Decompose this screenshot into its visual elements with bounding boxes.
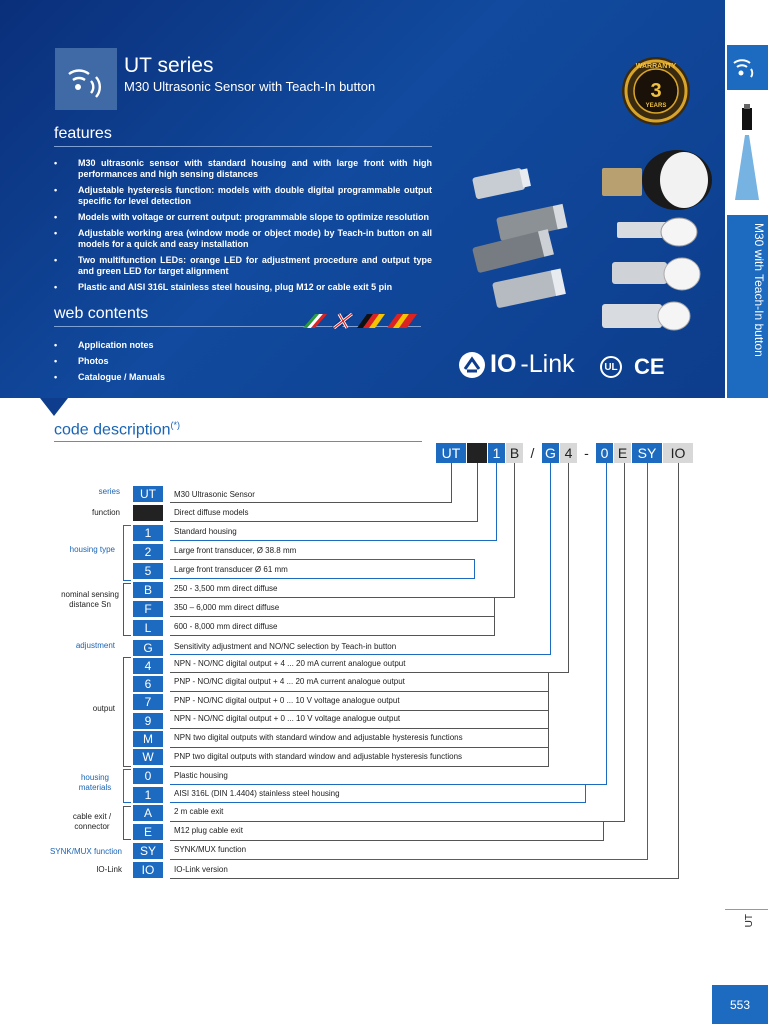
code-row-desc: SYNK/MUX function (174, 845, 247, 854)
language-flags-icon[interactable] (301, 310, 419, 330)
code-row-code: 6 (133, 676, 163, 692)
code-row-code: 1 (133, 525, 163, 541)
certifications (600, 354, 665, 380)
io-text: IO (490, 350, 517, 378)
code-part-housing-type: 1 (488, 443, 505, 463)
code-row-desc: IO-Link version (174, 865, 228, 874)
code-row-code: B (133, 582, 163, 598)
features-heading: features (54, 125, 112, 142)
code-row-desc: NPN two digital outputs with standard window and adjustable hysteresis functions (174, 733, 463, 742)
connector-line (170, 710, 548, 711)
code-description-heading (54, 420, 180, 439)
page-title: UT series (124, 54, 214, 77)
label-function: function (91, 508, 120, 517)
code-row-desc: M12 plug cable exit (174, 826, 243, 835)
series-logo (55, 48, 117, 110)
code-part-adjustment: G (542, 443, 559, 463)
code-row-desc: PNP - NO/NC digital output + 4 ... 20 mA current analogue output (174, 677, 405, 686)
group-bracket (123, 583, 131, 636)
link-text: -Link (520, 350, 575, 378)
code-row-code: 4 (133, 658, 163, 674)
connector-line (170, 784, 606, 785)
code-row-desc: Standard housing (174, 527, 237, 536)
connector-line (170, 840, 603, 841)
connector-line (585, 784, 586, 803)
connector-line (624, 463, 625, 822)
connector-line (474, 559, 475, 579)
label-iolink: IO-Link (96, 865, 122, 874)
label-cable: cable exit / connector (72, 812, 112, 831)
code-part-dash: - (584, 445, 589, 461)
code-part-slash: / (530, 445, 535, 461)
sensor-waves-icon (727, 45, 768, 90)
badge-years: YEARS (645, 103, 667, 109)
connector-line (170, 654, 550, 655)
connector-line (170, 540, 496, 541)
side-tab-label: UT (744, 914, 755, 928)
web-link-catalogue[interactable]: • Catalogue / Manuals (58, 372, 165, 383)
label-output: output (92, 704, 115, 713)
side-vertical-text: M30 with Teach-In button (752, 223, 766, 357)
code-row-desc: AISI 316L (DIN 1.4404) stainless steel housing (174, 789, 340, 798)
connector-line (170, 616, 494, 617)
code-row-code: L (133, 620, 163, 636)
badge-top-text: WARRANTY (635, 63, 677, 70)
code-row-code: M (133, 731, 163, 747)
label-housing-type: housing type (69, 545, 115, 554)
connector-line (606, 463, 607, 785)
side-vertical-tab (727, 215, 768, 398)
connector-line (170, 821, 624, 822)
code-row-code: F (133, 601, 163, 617)
connector-line (170, 521, 477, 522)
connector-line (170, 597, 514, 598)
side-icon-tab (727, 45, 768, 90)
code-part-series: UT (436, 443, 466, 463)
page-subtitle: M30 Ultrasonic Sensor with Teach-In button (124, 79, 376, 94)
sensor-beam-icon (727, 90, 768, 210)
code-row-desc: NPN - NO/NC digital output + 4 ... 20 mA current analogue output (174, 659, 406, 668)
code-part-iolink: IO (663, 443, 693, 463)
code-row-desc: Sensitivity adjustment and NO/NC selection by Teach-in button (174, 642, 397, 651)
code-row-desc: Large front transducer, Ø 38.8 mm (174, 546, 297, 555)
connector-line (647, 463, 648, 860)
badge-number: 3 (650, 80, 662, 102)
code-part-housing-material: 0 (596, 443, 613, 463)
code-heading-note: (*) (170, 420, 181, 430)
web-contents-list (58, 340, 165, 388)
code-row-desc: NPN - NO/NC digital output + 0 ... 10 V voltage analogue output (174, 714, 401, 723)
io-link-icon (458, 351, 486, 379)
product-photos (452, 138, 717, 348)
code-row-code: W (133, 749, 163, 765)
connector-line (170, 635, 494, 636)
connector-line (170, 728, 548, 729)
warranty-badge (620, 55, 692, 127)
feature-item: • Two multifunction LEDs: orange LED for adjustment procedure and output type and green LED for target alignment (58, 255, 432, 277)
connector-line (548, 672, 549, 767)
code-row-code: IO (133, 862, 163, 878)
feature-item: • M30 ultrasonic sensor with standard housing and with large front with high performances and high sensing distances (58, 158, 432, 180)
connector-line (170, 502, 451, 503)
label-adjustment: adjustment (75, 641, 115, 650)
label-nominal: nominal sensing distance Sn (61, 590, 119, 609)
code-part-synk: SY (632, 443, 662, 463)
features-list (58, 158, 432, 298)
side-product-thumb (727, 90, 768, 210)
connector-line (678, 463, 679, 879)
code-row-desc: Large front transducer Ø 61 mm (174, 565, 288, 574)
connector-line (603, 821, 604, 841)
io-link-logo (458, 350, 575, 379)
feature-item: • Plastic and AISI 316L stainless steel housing, plug M12 or cable exit 5 pin (58, 282, 432, 293)
code-row-code: UT (133, 486, 163, 502)
connector-line (170, 878, 678, 879)
code-row-desc: 2 m cable exit (174, 807, 224, 816)
feature-item: • Models with voltage or current output: programmable slope to optimize resolution (58, 212, 432, 223)
connector-line (550, 463, 551, 655)
code-row-desc: 350 – 6,000 mm direct diffuse (174, 603, 280, 612)
connector-line (170, 747, 548, 748)
web-contents-heading: web contents (54, 305, 149, 322)
page-number: 553 (712, 985, 768, 1024)
code-part-cable: E (614, 443, 631, 463)
group-bracket (123, 769, 131, 803)
side-tab-divider (725, 909, 768, 910)
label-series: series (98, 487, 120, 496)
code-row-desc: PNP two digital outputs with standard window and adjustable hysteresis functions (174, 752, 463, 761)
code-row-desc: PNP - NO/NC digital output + 0 ... 10 V voltage analogue output (174, 696, 400, 705)
connector-line (170, 559, 474, 560)
code-part-distance: B (506, 443, 523, 463)
connector-line (568, 463, 569, 673)
code-part-output: 4 (560, 443, 577, 463)
connector-line (494, 597, 495, 636)
connector-line (477, 463, 478, 522)
code-row-code: A (133, 805, 163, 821)
connector-line (170, 691, 548, 692)
code-row-code (133, 505, 163, 521)
code-row-desc: 600 - 8,000 mm direct diffuse (174, 622, 278, 631)
sensor-waves-icon (64, 57, 108, 101)
code-row-code: SY (133, 843, 163, 859)
connector-line (496, 463, 497, 541)
web-link-photos[interactable]: • Photos (58, 356, 165, 367)
connector-line (170, 859, 647, 860)
web-link-application-notes[interactable]: • Application notes (58, 340, 165, 351)
code-row-code: 2 (133, 544, 163, 560)
connector-line (514, 463, 515, 598)
code-row-desc: Direct diffuse models (174, 508, 249, 517)
connector-line (170, 766, 548, 767)
ul-mark-icon: UL (600, 356, 622, 378)
code-row-code: 1 (133, 787, 163, 803)
label-housing-materials: housing materials (78, 773, 112, 792)
code-row-desc: Plastic housing (174, 771, 228, 780)
connector-line (451, 463, 452, 503)
code-row-desc: 250 - 3,500 mm direct diffuse (174, 584, 278, 593)
code-row-code: 5 (133, 563, 163, 579)
group-bracket (123, 525, 131, 581)
connector-line (170, 802, 585, 803)
code-row-code: 9 (133, 713, 163, 729)
ce-mark-icon: CE (634, 354, 665, 379)
feature-item: • Adjustable hysteresis function: models with double digital programmable output specific for level detection (58, 185, 432, 207)
code-part-function (467, 443, 487, 463)
feature-item: • Adjustable working area (window mode or object mode) by Teach-in button on all models for a quick and easy installation (58, 228, 432, 250)
label-synk: SYNK/MUX function (49, 847, 122, 856)
code-row-desc: M30 Ultrasonic Sensor (174, 490, 255, 499)
code-divider (54, 441, 422, 442)
code-row-code: E (133, 824, 163, 840)
code-heading-text: code description (54, 421, 171, 439)
code-row-code: G (133, 640, 163, 656)
features-divider (54, 146, 432, 147)
code-row-code: 7 (133, 694, 163, 710)
section-pointer (40, 398, 68, 416)
connector-line (170, 578, 474, 579)
connector-line (170, 672, 568, 673)
group-bracket (123, 806, 131, 840)
group-bracket (123, 657, 131, 767)
code-row-code: 0 (133, 768, 163, 784)
